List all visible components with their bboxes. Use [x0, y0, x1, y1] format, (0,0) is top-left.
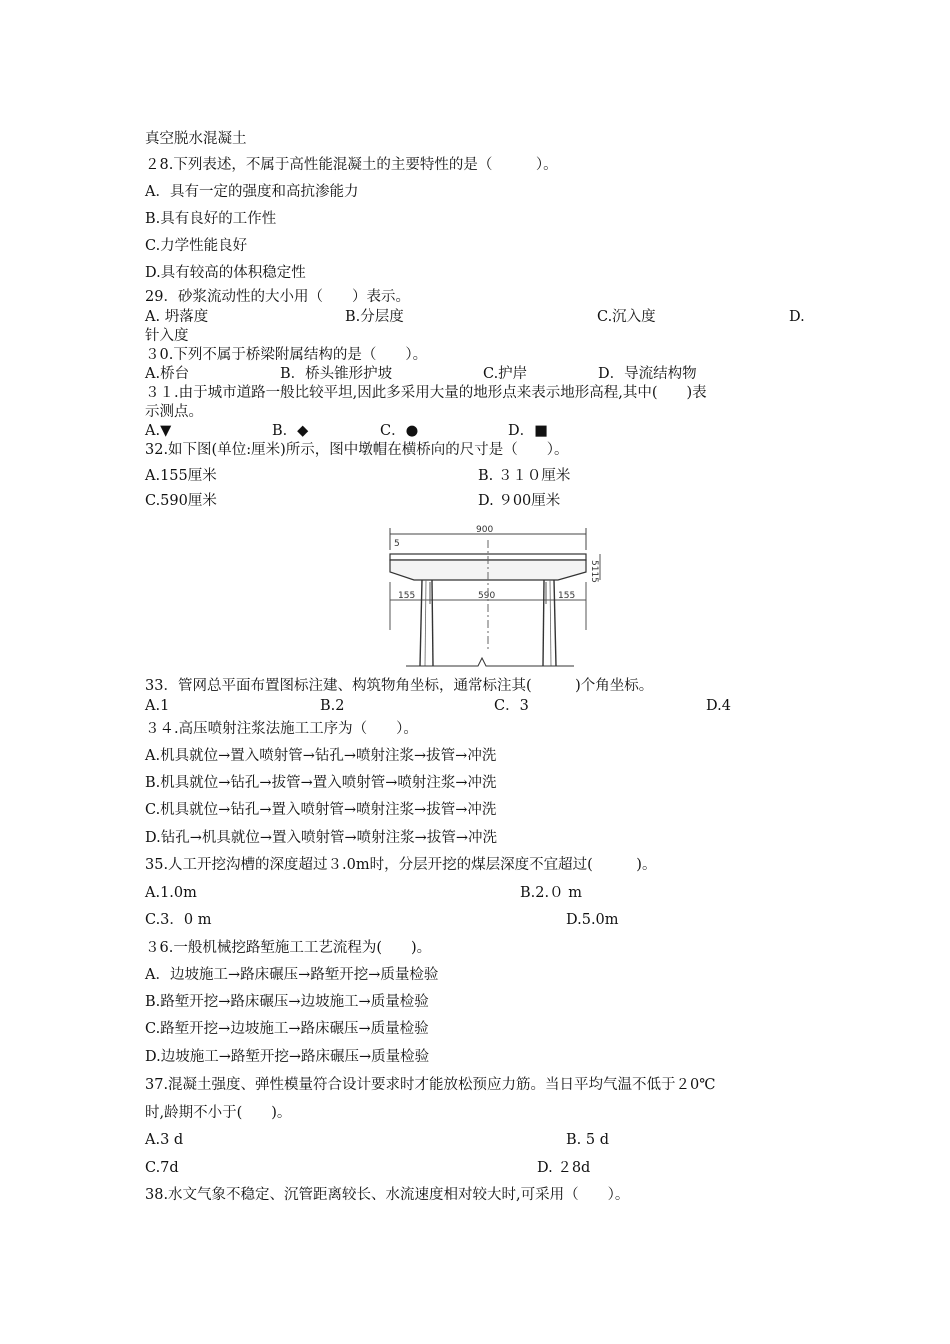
question-35: 35.人工开挖沟槽的深度超过３.0m时，分层开挖的煤层深度不宜超过( )。	[145, 857, 657, 873]
question-33: 33．管网总平面布置图标注建、构筑物角坐标，通常标注其( )个角坐标。	[145, 678, 654, 694]
option-c: C.力学性能良好	[145, 238, 248, 254]
option-b: B.2	[320, 698, 345, 714]
option-a: A.1	[145, 698, 170, 714]
question-31: ３１.由于城市道路一般比较平坦,因此多采用大量的地形点来表示地形高程,其中( )表	[145, 385, 707, 401]
option-c: C.路堑开挖→边坡施工→路床碾压→质量检验	[145, 1021, 429, 1037]
option-a: A.1.0m	[145, 885, 197, 901]
option-d: D.具有较高的体积稳定性	[145, 265, 306, 281]
right-column	[543, 580, 556, 666]
label-590: 590	[478, 591, 496, 601]
option-b: B．桥头锥形护坡	[280, 366, 393, 382]
question-30: ３0.下列不属于桥梁附属结构的是（ ）。	[145, 347, 428, 363]
option-b: B.机具就位→钻孔→拔管→置入喷射管→喷射注浆→冲洗	[145, 775, 497, 791]
option-d: D.	[789, 309, 805, 325]
question-36: ３6.一般机械挖路堑施工工艺流程为( )。	[145, 940, 432, 956]
option-a: A. 坍落度	[145, 309, 209, 325]
label-5: 5	[394, 539, 400, 549]
option-d: D．导流结构物	[598, 366, 697, 382]
option-a: A．边坡施工→路床碾压→路堑开挖→质量检验	[145, 967, 439, 983]
text-line: 真空脱水混凝土	[145, 131, 247, 147]
left-column	[420, 580, 433, 666]
option-c: C.护岸	[483, 366, 528, 382]
pier-cap-diagram	[378, 520, 618, 668]
option-c: C.590厘米	[145, 493, 217, 509]
option-b: B.2.０ m	[520, 885, 582, 901]
option-b: B. 5 d	[566, 1132, 609, 1148]
option-c: C.机具就位→钻孔→置入喷射管→喷射注浆→拔管→冲洗	[145, 802, 497, 818]
question-28: ２8.下列表述，不属于高性能混凝土的主要特性的是（ ）。	[145, 157, 558, 173]
option-c: C.沉入度	[597, 309, 656, 325]
option-b: B.路堑开挖→路床碾压→边坡施工→质量检验	[145, 994, 429, 1010]
option-a: A.3 d	[145, 1132, 184, 1148]
option-c: C.3．0 m	[145, 912, 212, 928]
question-34: ３４.高压喷射注浆法施工工序为（ ）。	[145, 721, 418, 737]
label-155-right: 155	[558, 591, 576, 601]
question-38: 38.水文气象不稳定、沉管距离较长、水流速度相对较大时,可采用（ ）。	[145, 1187, 630, 1203]
option-b: B. ３１０厘米	[478, 468, 571, 484]
question-32: 32.如下图(单位:厘米)所示，图中墩帽在横桥向的尺寸是（ ）。	[145, 442, 569, 458]
option-b: B.具有良好的工作性	[145, 211, 277, 227]
option-d: D.边坡施工→路堑开挖→路床碾压→质量检验	[145, 1049, 430, 1065]
option-a: A.机具就位→置入喷射管→钻孔→喷射注浆→拔管→冲洗	[145, 748, 497, 764]
option-d: D．■	[508, 423, 548, 439]
option-d-cont: 针入度	[145, 328, 189, 344]
option-b: B．◆	[272, 423, 309, 439]
label-side: 5115	[589, 560, 599, 583]
option-d: D.钻孔→机具就位→置入喷射管→喷射注浆→拔管→冲洗	[145, 830, 497, 846]
option-a: A.155厘米	[145, 468, 217, 484]
option-c: C．3	[494, 698, 529, 714]
break-line	[406, 658, 574, 666]
option-a: A．具有一定的强度和高抗渗能力	[145, 184, 359, 200]
option-d: D. ２8d	[537, 1160, 591, 1176]
option-a: A.桥台	[145, 366, 190, 382]
label-155-left: 155	[398, 591, 416, 601]
option-c: C．●	[380, 423, 419, 439]
question-37-cont: 时,龄期不小于( )。	[145, 1105, 292, 1121]
option-a: A.▼	[145, 423, 172, 439]
option-d: D.5.0m	[566, 912, 619, 928]
label-900: 900	[476, 525, 494, 535]
option-c: C.7d	[145, 1160, 179, 1176]
question-37: 37.混凝土强度、弹性模量符合设计要求时才能放松预应力筋。当日平均气温不低于２0℃	[145, 1077, 716, 1093]
option-d: D. ９00厘米	[478, 493, 561, 509]
question-31-cont: 示测点。	[145, 404, 203, 420]
option-b: B.分层度	[345, 309, 404, 325]
question-29: 29．砂浆流动性的大小用（ ）表示。	[145, 289, 410, 305]
option-d: D.4	[706, 698, 731, 714]
